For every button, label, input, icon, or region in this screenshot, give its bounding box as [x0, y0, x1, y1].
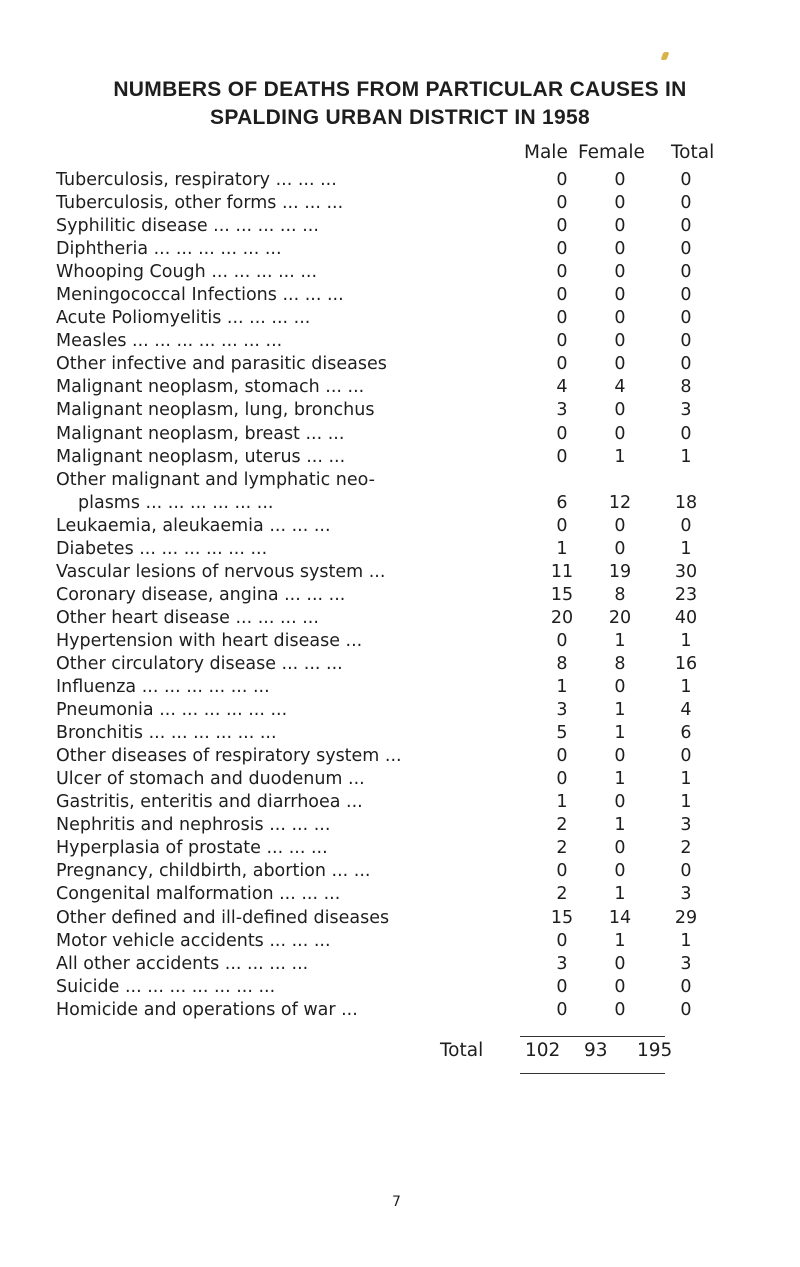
female-count: 1	[614, 446, 626, 467]
cause-label	[56, 699, 506, 722]
table-row	[56, 353, 746, 376]
cause-label-text: Homicide and operations of war ...	[56, 999, 358, 1020]
male-count: 0	[556, 746, 568, 767]
male-count: 6	[556, 492, 568, 513]
cause-label-text: Hyperplasia of prostate ... ... ...	[56, 838, 328, 859]
table-row	[56, 953, 746, 976]
table-row	[56, 284, 746, 307]
cause-label-text: Suicide ... ... ... ... ... ... ...	[56, 976, 276, 997]
cause-label-text: Malignant neoplasm, stomach ... ...	[56, 377, 365, 398]
male-count: 1	[556, 677, 568, 698]
female-count: 0	[614, 861, 626, 882]
female-count: 1	[614, 769, 626, 790]
female-count: 0	[614, 538, 626, 559]
cause-label	[56, 745, 506, 768]
cause-label-text: Pneumonia ... ... ... ... ... ...	[56, 700, 288, 721]
cause-label-text: Measles ... ... ... ... ... ... ...	[56, 331, 283, 352]
male-count: 0	[556, 976, 568, 997]
total-count: 1	[680, 792, 692, 813]
cause-label	[56, 399, 506, 422]
causes-table	[56, 169, 746, 1022]
cause-label	[56, 446, 506, 469]
female-count: 0	[614, 239, 626, 260]
cause-label-text: Other malignant and lymphatic neo-	[56, 469, 375, 490]
female-count: 0	[614, 308, 626, 329]
female-count: 0	[614, 677, 626, 698]
male-count: 0	[556, 861, 568, 882]
cause-label	[56, 538, 506, 561]
cause-label-text: Diabetes ... ... ... ... ... ...	[56, 538, 268, 559]
female-count: 0	[614, 193, 626, 214]
total-count: 3	[680, 953, 692, 974]
total-label: Total	[440, 1040, 484, 1061]
cause-label	[56, 584, 506, 607]
cause-label	[56, 837, 506, 860]
cause-label	[56, 376, 506, 399]
cause-label-text: Acute Poliomyelitis ... ... ... ...	[56, 308, 311, 329]
table-row	[56, 791, 746, 814]
cause-label	[56, 653, 506, 676]
table-row	[56, 423, 746, 446]
male-count: 2	[556, 884, 568, 905]
table-row	[56, 376, 746, 399]
cause-label	[56, 883, 506, 906]
table-row	[56, 699, 746, 722]
male-count: 11	[550, 561, 574, 582]
cause-label	[56, 353, 506, 376]
cause-label	[56, 169, 506, 192]
cause-label	[56, 930, 506, 953]
male-count: 15	[550, 907, 574, 928]
ink-mark	[661, 52, 670, 60]
total-count: 0	[680, 216, 692, 237]
cause-label-text: Bronchitis ... ... ... ... ... ...	[56, 723, 277, 744]
female-count: 0	[614, 999, 626, 1020]
male-count: 1	[556, 538, 568, 559]
cause-label	[56, 976, 506, 999]
cause-label	[56, 791, 506, 814]
female-count: 1	[614, 815, 626, 836]
table-row	[56, 745, 746, 768]
total-count: 0	[680, 423, 692, 444]
total-count: 1	[680, 769, 692, 790]
table-row	[56, 215, 746, 238]
total-count: 0	[680, 331, 692, 352]
total-count: 0	[680, 515, 692, 536]
total-count: 1	[680, 930, 692, 951]
female-count: 0	[614, 285, 626, 306]
page-number: 7	[392, 1194, 401, 1210]
male-count: 1	[556, 792, 568, 813]
table-row	[56, 169, 746, 192]
cause-label-text: Pregnancy, childbirth, abortion ... ...	[56, 861, 371, 882]
male-count: 3	[556, 400, 568, 421]
table-row	[56, 907, 746, 930]
total-count: 3	[680, 815, 692, 836]
total-count: 16	[674, 653, 698, 674]
cause-label-text: Nephritis and nephrosis ... ... ...	[56, 815, 331, 836]
total-count: 0	[680, 193, 692, 214]
table-row	[56, 630, 746, 653]
table-row	[56, 607, 746, 630]
table-row	[56, 653, 746, 676]
table-row	[56, 976, 746, 999]
table-row	[56, 676, 746, 699]
female-count: 19	[608, 561, 632, 582]
total-female: 93	[584, 1040, 608, 1061]
female-count: 1	[614, 930, 626, 951]
cause-label	[56, 261, 506, 284]
table-row	[56, 515, 746, 538]
cause-label-text: Vascular lesions of nervous system ...	[56, 561, 386, 582]
total-count: 3	[680, 884, 692, 905]
total-count: 0	[680, 262, 692, 283]
female-count: 0	[614, 423, 626, 444]
cause-label	[56, 238, 506, 261]
total-male: 102	[525, 1040, 561, 1061]
cause-label-text: Malignant neoplasm, uterus ... ...	[56, 446, 346, 467]
total-count: 0	[680, 239, 692, 260]
total-count: 0	[680, 976, 692, 997]
table-row	[56, 837, 746, 860]
male-count: 0	[556, 193, 568, 214]
cause-label	[56, 607, 506, 630]
cause-label	[56, 768, 506, 791]
table-row	[56, 330, 746, 353]
total-count: 0	[680, 999, 692, 1020]
table-row	[56, 192, 746, 215]
female-count: 1	[614, 884, 626, 905]
male-count: 0	[556, 999, 568, 1020]
page-title-line-2: SPALDING URBAN DISTRICT IN 1958	[210, 106, 590, 129]
cause-label	[56, 192, 506, 215]
cause-label-text: Other infective and parasitic diseases	[56, 354, 387, 375]
cause-label	[56, 307, 506, 330]
total-count: 18	[674, 492, 698, 513]
female-count: 0	[614, 746, 626, 767]
total-count: 40	[674, 607, 698, 628]
female-count: 8	[614, 653, 626, 674]
total-count: 0	[680, 354, 692, 375]
total-count: 3	[680, 400, 692, 421]
cause-label	[56, 469, 506, 515]
total-count: 1	[680, 538, 692, 559]
cause-label-text: Other heart disease ... ... ... ...	[56, 607, 319, 628]
total-total: 195	[637, 1040, 673, 1061]
table-row	[56, 561, 746, 584]
male-count: 0	[556, 285, 568, 306]
table-row	[56, 538, 746, 561]
male-count: 0	[556, 930, 568, 951]
cause-label	[56, 515, 506, 538]
male-count: 0	[556, 331, 568, 352]
cause-label-text: Meningococcal Infections ... ... ...	[56, 285, 344, 306]
cause-label-text: Hypertension with heart disease ...	[56, 630, 363, 651]
male-count: 2	[556, 815, 568, 836]
cause-label	[56, 860, 506, 883]
header-total: Total	[671, 142, 715, 163]
table-row	[56, 814, 746, 837]
cause-label-text: Other diseases of respiratory system ...	[56, 746, 402, 767]
cause-label-text: Coronary disease, angina ... ... ...	[56, 584, 346, 605]
male-count: 15	[550, 584, 574, 605]
table-row	[56, 399, 746, 422]
table-row	[56, 930, 746, 953]
cause-label-text: Malignant neoplasm, lung, bronchus	[56, 400, 375, 421]
table-row	[56, 883, 746, 906]
cause-label	[56, 561, 506, 584]
female-count: 1	[614, 723, 626, 744]
total-count: 1	[680, 630, 692, 651]
total-count: 29	[674, 907, 698, 928]
male-count: 0	[556, 239, 568, 260]
female-count: 12	[608, 492, 632, 513]
female-count: 0	[614, 354, 626, 375]
male-count: 0	[556, 262, 568, 283]
header-male: Male	[524, 142, 568, 163]
total-count: 0	[680, 308, 692, 329]
cause-label	[56, 676, 506, 699]
male-count: 8	[556, 653, 568, 674]
cause-label	[56, 814, 506, 837]
total-count: 0	[680, 861, 692, 882]
total-count: 2	[680, 838, 692, 859]
cause-label	[56, 284, 506, 307]
table-row	[56, 860, 746, 883]
male-count: 0	[556, 423, 568, 444]
female-count: 0	[614, 216, 626, 237]
cause-label-text: Malignant neoplasm, breast ... ...	[56, 423, 345, 444]
female-count: 0	[614, 953, 626, 974]
female-count: 0	[614, 170, 626, 190]
total-count: 6	[680, 723, 692, 744]
female-count: 1	[614, 700, 626, 721]
cause-label	[56, 907, 506, 930]
page-title-line-1: NUMBERS OF DEATHS FROM PARTICULAR CAUSES IN	[113, 78, 687, 101]
cause-label-text: Whooping Cough ... ... ... ... ...	[56, 262, 318, 283]
total-count: 0	[680, 746, 692, 767]
male-count: 4	[556, 377, 568, 398]
rule-below-total	[520, 1073, 665, 1074]
male-count: 5	[556, 723, 568, 744]
table-row	[56, 446, 746, 469]
cause-label	[56, 215, 506, 238]
female-count: 0	[614, 515, 626, 536]
female-count: 0	[614, 262, 626, 283]
female-count: 0	[614, 331, 626, 352]
male-count: 0	[556, 769, 568, 790]
female-count: 8	[614, 584, 626, 605]
table-row	[56, 722, 746, 745]
cause-label-text: Diphtheria ... ... ... ... ... ...	[56, 239, 282, 260]
cause-label-text: Other circulatory disease ... ... ...	[56, 653, 343, 674]
cause-label-text: Influenza ... ... ... ... ... ...	[56, 677, 270, 698]
cause-label-text: Other defined and ill-defined diseases	[56, 907, 390, 928]
total-count: 4	[680, 700, 692, 721]
male-count: 0	[556, 170, 568, 190]
female-count: 0	[614, 976, 626, 997]
cause-label-text: Motor vehicle accidents ... ... ...	[56, 930, 331, 951]
cause-label-text: Leukaemia, aleukaemia ... ... ...	[56, 515, 331, 536]
cause-label-text: Tuberculosis, other forms ... ... ...	[56, 193, 344, 214]
total-count: 0	[680, 170, 692, 190]
female-count: 0	[614, 838, 626, 859]
male-count: 0	[556, 216, 568, 237]
male-count: 3	[556, 700, 568, 721]
table-row	[56, 238, 746, 261]
cause-label	[56, 953, 506, 976]
table-row	[56, 999, 746, 1022]
female-count: 0	[614, 400, 626, 421]
male-count: 0	[556, 515, 568, 536]
table-row	[56, 307, 746, 330]
female-count: 0	[614, 792, 626, 813]
cause-label-text-continued: plasms ... ... ... ... ... ...	[78, 492, 274, 513]
cause-label	[56, 423, 506, 446]
female-count: 4	[614, 377, 626, 398]
cause-label-text: Congenital malformation ... ... ...	[56, 884, 341, 905]
cause-label-text: Ulcer of stomach and duodenum ...	[56, 769, 365, 790]
cause-label	[56, 330, 506, 353]
cause-label	[56, 630, 506, 653]
male-count: 2	[556, 838, 568, 859]
cause-label-text: Gastritis, enteritis and diarrhoea ...	[56, 792, 363, 813]
male-count: 0	[556, 308, 568, 329]
male-count: 20	[550, 607, 574, 628]
cause-label-text: Tuberculosis, respiratory ... ... ...	[56, 170, 337, 190]
table-row	[56, 469, 746, 515]
header-female: Female	[578, 142, 645, 163]
male-count: 0	[556, 446, 568, 467]
table-row	[56, 584, 746, 607]
table-row	[56, 261, 746, 284]
female-count: 14	[608, 907, 632, 928]
rule-above-total	[520, 1036, 665, 1037]
male-count: 3	[556, 953, 568, 974]
total-count: 1	[680, 446, 692, 467]
cause-label	[56, 999, 506, 1022]
total-count: 23	[674, 584, 698, 605]
total-count: 1	[680, 677, 692, 698]
total-count: 30	[674, 561, 698, 582]
male-count: 0	[556, 630, 568, 651]
cause-label	[56, 722, 506, 745]
cause-label-text: Syphilitic disease ... ... ... ... ...	[56, 216, 319, 237]
total-count: 0	[680, 285, 692, 306]
female-count: 1	[614, 630, 626, 651]
female-count: 20	[608, 607, 632, 628]
table-row	[56, 768, 746, 791]
total-count: 8	[680, 377, 692, 398]
male-count: 0	[556, 354, 568, 375]
cause-label-text: All other accidents ... ... ... ...	[56, 953, 309, 974]
